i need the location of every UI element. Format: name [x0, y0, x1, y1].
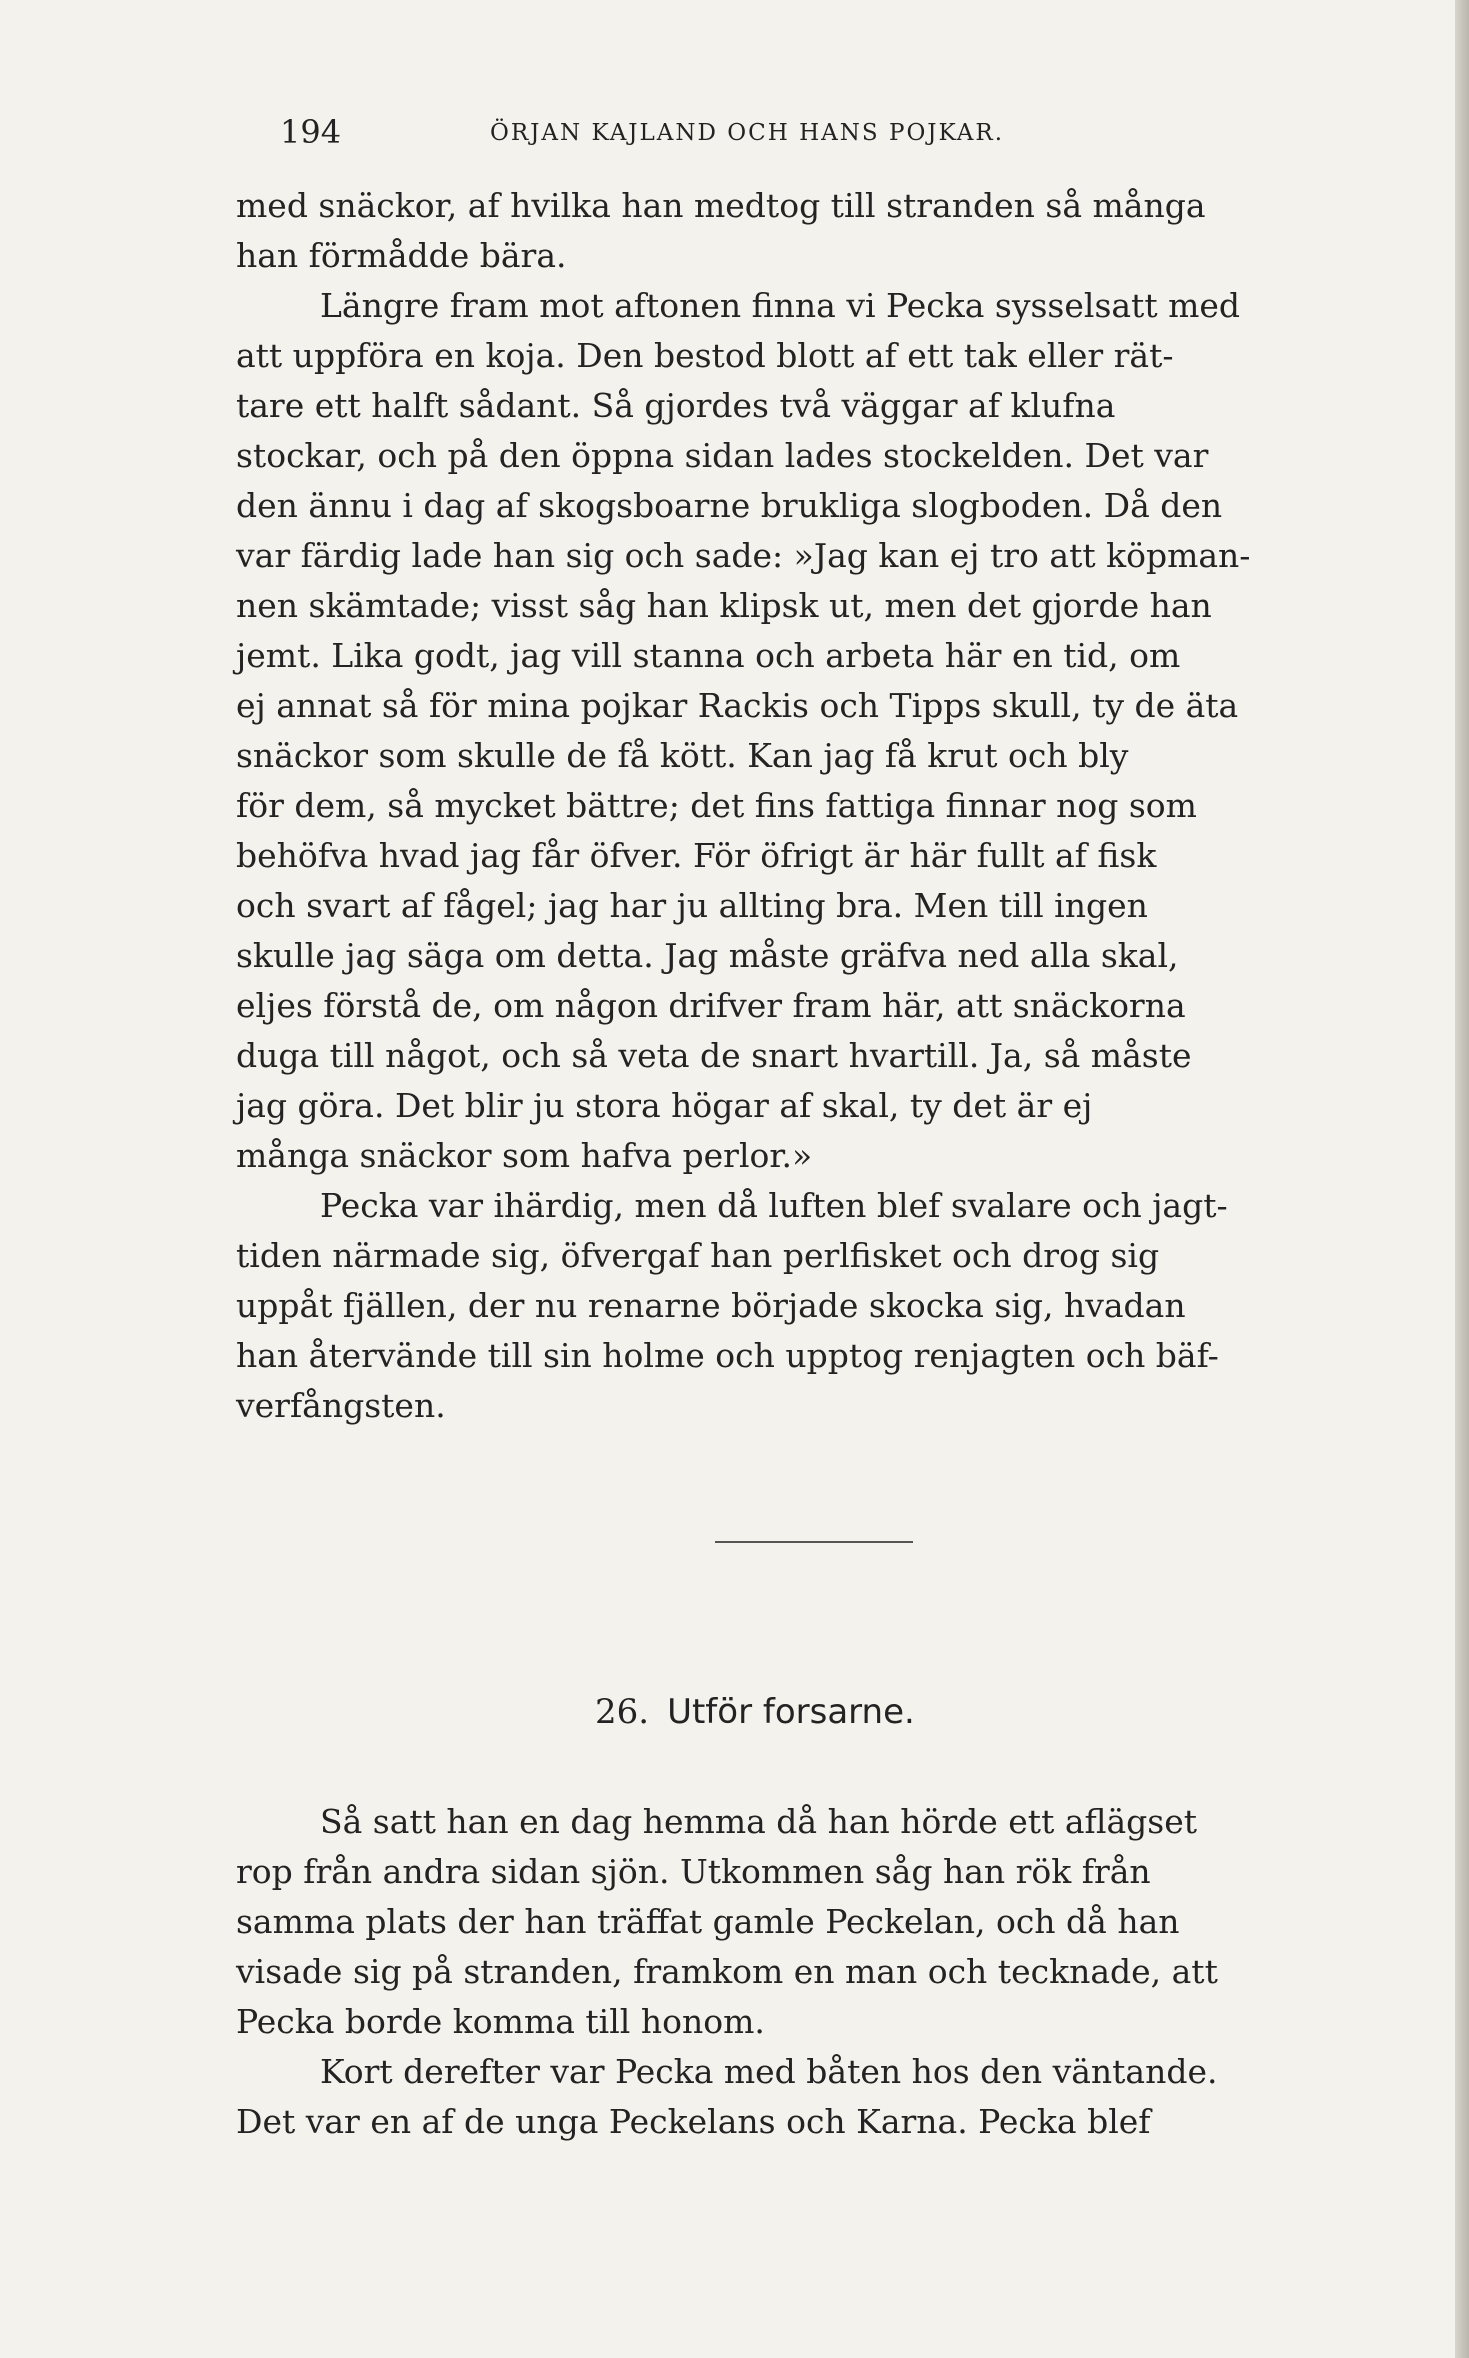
- text-line: Så satt han en dag hemma då han hörde ett aflägset: [320, 1802, 1198, 1841]
- text-line: han återvände till sin holme och upptog renjagten och bäf-: [236, 1336, 1219, 1375]
- text-line: Längre fram mot aftonen finna vi Pecka sysselsatt med: [320, 286, 1241, 325]
- chapter-title: Utför forsarne.: [667, 1692, 915, 1732]
- chapter-number: 26.: [595, 1692, 650, 1732]
- text-line: nen skämtade; visst såg han klipsk ut, men det gjorde han: [236, 586, 1212, 625]
- text-line: Pecka borde komma till honom.: [236, 2002, 765, 2041]
- text-line: den ännu i dag af skogsboarne brukliga slogboden. Då den: [236, 486, 1223, 525]
- text-line: jemt. Lika godt, jag vill stanna och arbeta här en tid, om: [236, 636, 1181, 675]
- text-line: många snäckor som hafva perlor.»: [236, 1136, 813, 1175]
- text-line: Det var en af de unga Peckelans och Karna. Pecka blef: [236, 2102, 1151, 2141]
- running-title: ÖRJAN KAJLAND OCH HANS POJKAR.: [490, 120, 1005, 146]
- body-text: [236, 181, 1396, 1431]
- text-line: duga till något, och så veta de snart hvartill. Ja, så måste: [236, 1036, 1192, 1075]
- text-line: för dem, så mycket bättre; det fins fattiga finnar nog som: [236, 786, 1197, 825]
- page-edge: [1455, 0, 1469, 2358]
- chapter-heading: [595, 1686, 915, 1738]
- text-line: snäckor som skulle de få kött. Kan jag få krut och bly: [236, 736, 1129, 775]
- text-line: ej annat så för mina pojkar Rackis och Tipps skull, ty de äta: [236, 686, 1239, 725]
- text-line: med snäckor, af hvilka han medtog till stranden så många: [236, 186, 1206, 225]
- text-line: visade sig på stranden, framkom en man och tecknade, att: [236, 1952, 1218, 1991]
- text-line: eljes förstå de, om någon drifver fram här, att snäckorna: [236, 986, 1186, 1025]
- text-line: uppåt fjällen, der nu renarne började skocka sig, hvadan: [236, 1286, 1186, 1325]
- text-line: var färdig lade han sig och sade: »Jag kan ej tro att köpman-: [236, 536, 1251, 575]
- text-line: han förmådde bära.: [236, 236, 567, 275]
- text-line: verfångsten.: [236, 1386, 446, 1425]
- text-line: Pecka var ihärdig, men då luften blef svalare och jagt-: [320, 1186, 1228, 1225]
- text-line: jag göra. Det blir ju stora högar af skal, ty det är ej: [236, 1086, 1093, 1125]
- section-divider: [715, 1541, 913, 1543]
- text-line: skulle jag säga om detta. Jag måste gräfva ned alla skal,: [236, 936, 1179, 975]
- page-number: 194: [280, 113, 342, 151]
- text-line: stockar, och på den öppna sidan lades stockelden. Det var: [236, 436, 1209, 475]
- text-line: behöfva hvad jag får öfver. För öfrigt är här fullt af fisk: [236, 836, 1157, 875]
- text-line: rop från andra sidan sjön. Utkommen såg han rök från: [236, 1852, 1151, 1891]
- text-line: samma plats der han träffat gamle Peckelan, och då han: [236, 1902, 1180, 1941]
- text-line: att uppföra en koja. Den bestod blott af ett tak eller rät-: [236, 336, 1174, 375]
- page-header: [280, 112, 1160, 152]
- text-line: och svart af fågel; jag har ju allting bra. Men till ingen: [236, 886, 1148, 925]
- text-line: tiden närmade sig, öfvergaf han perlfisket och drog sig: [236, 1236, 1160, 1275]
- text-line: tare ett halft sådant. Så gjordes två väggar af klufna: [236, 386, 1116, 425]
- chapter-text: [236, 1797, 1396, 2147]
- text-line: Kort derefter var Pecka med båten hos den väntande.: [320, 2052, 1218, 2091]
